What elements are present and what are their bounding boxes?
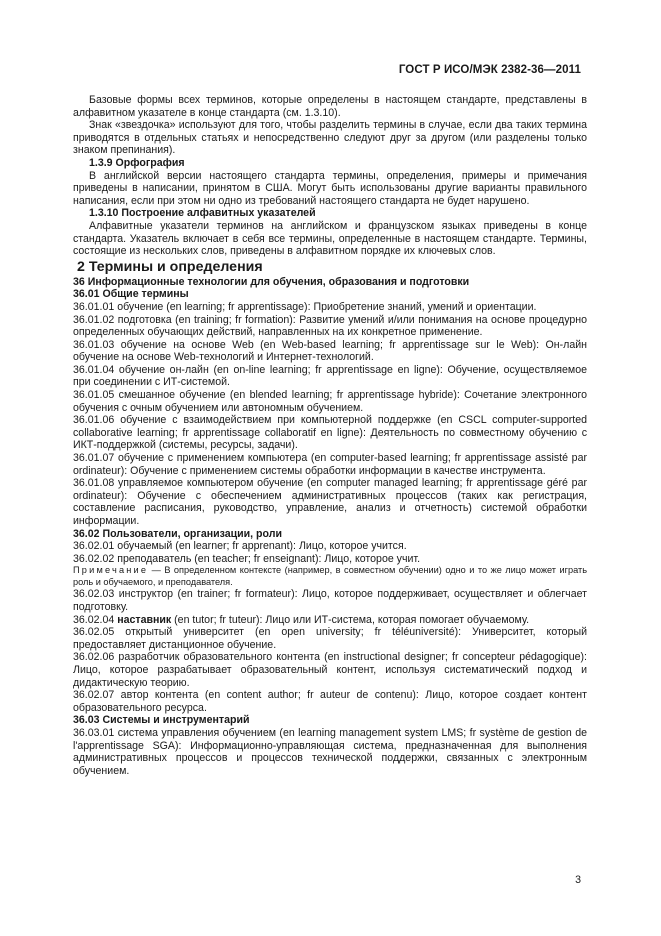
term-entry (73, 614, 587, 627)
term-text: разработчик образовательного контента (en instructional designer; fr concepteur pédagogique): Лицо, которое разрабатывает образовательный контент, используя систематический подход и дидактическую теорию. (73, 651, 587, 689)
page-number: 3 (575, 874, 581, 886)
term-code: 36.02.02 (73, 552, 115, 565)
term-entry (73, 477, 587, 527)
subsection-36-02-heading: 36.02 Пользователи, организации, роли (73, 527, 282, 540)
term-text: система управления обучением (en learning management system LMS; fr système de gestion de l'apprentissage SGA): Информационно-управляющая система, предназначенная для выполнения административных процессов и процессов технической поддержки, связанных с электронным обучением. (73, 726, 588, 777)
document-header: ГОСТ Р ИСО/МЭК 2382-36—2011 (398, 64, 581, 76)
term-list-36-03 (73, 727, 587, 777)
term-code: 36.01.06 (73, 414, 115, 427)
heading-1-3-10: 1.3.10 Построение алфавитных указателей (89, 207, 316, 220)
section-36-heading: 36 Информационные технологии для обучения, образования и подготовки (73, 275, 470, 288)
term-code: 36.01.08 (73, 477, 115, 490)
term-list-36-02-a (73, 540, 587, 565)
term-entry (73, 553, 587, 566)
term-entry (73, 301, 587, 314)
term-code: 36.01.07 (73, 452, 115, 465)
term-code: 36.02.04 (73, 613, 115, 626)
term-entry (73, 314, 587, 339)
term-text: обучение с применением компьютера (en computer-based learning; fr apprentissage assisté par ordinateur): Обучение с применением системы обработки информации в качестве инструмента. (73, 452, 587, 477)
term-code: 36.01.04 (73, 363, 115, 376)
term-entry (73, 651, 587, 689)
note-text: — В определенном контексте (например, в совместном обучении) одно и то же лицо может играть роль и обучаемого, и преподавателя. (73, 565, 587, 587)
term-entry (73, 626, 587, 651)
term-text: инструктор (en trainer; fr formateur): Лицо, которое поддерживает, осуществляет и облегчает подготовку. (73, 588, 587, 613)
term-code: 36.01.03 (73, 338, 115, 351)
heading-1-3-9: 1.3.9 Орфография (89, 156, 185, 169)
term-text: обучение с взаимодействием при компьютерной поддержке (en CSCL computer-supported collaborative learning; fr apprentissage collaboratif en ligne): Деятельность по совместному обучению с ИКТ-поддержкой (системы, ресурсы, задачи). (73, 414, 587, 452)
paragraph-1-3-9: В английской версии настоящего стандарта термины, определения, примеры и примечания приведены в написании, принятом в США. Могут быть использованы другие варианты правильного написания, если при этом ни одно из требований настоящего стандарта не будет нарушено. (73, 169, 587, 207)
term-entry (73, 339, 587, 364)
term-entry (73, 364, 587, 389)
term-text: подготовка (en training; fr formation): Развитие умений и/или понимания на основе процедурно определенных обучающих действий, направленных на их конкретное применение. (73, 313, 588, 339)
term-entry (73, 540, 587, 553)
term-code: 36.02.03 (73, 588, 115, 601)
term-text: (en tutor; fr tuteur): Лицо или ИТ-система, которая помогает обучаемому. (171, 613, 530, 626)
intro-paragraph-2: Знак «звездочка» используют для того, чтобы разделить термины в случае, если два таких термина приводятся в отдельных статьях и непосредственно следуют друг за другом (или разделены только знаком препинания). (73, 119, 587, 157)
term-text: смешанное обучение (en blended learning; fr apprentissage hybride): Сочетание электронного обучения с очным обучением или автономным обучением. (73, 389, 587, 414)
subsection-36-03-heading: 36.03 Системы и инструментарий (73, 714, 250, 727)
term-text: автор контента (en content author; fr auteur de contenu): Лицо, которое создает контент образовательного ресурса. (73, 689, 587, 714)
term-code: 36.03.01 (73, 726, 115, 739)
term-text: обучение он-лайн (en on-line learning; fr apprentissage en ligne): Обучение, осуществляемое при соединении с ИТ-системой. (73, 363, 587, 389)
note (73, 565, 587, 588)
term-code: 36.01.01 (73, 300, 115, 313)
term-entry (73, 389, 587, 414)
term-text: обучение (en learning; fr apprentissage): Приобретение знаний, умений и ориентации. (117, 300, 537, 313)
term-text: преподаватель (en teacher; fr enseignant): Лицо, которое учит. (117, 552, 421, 565)
term-text: обучаемый (en learner; fr apprenant): Лицо, которое учится. (117, 540, 407, 553)
term-code: 36.02.06 (73, 651, 115, 664)
term-bold-word: наставник (117, 613, 172, 626)
term-code: 36.02.01 (73, 540, 115, 553)
term-code: 36.01.05 (73, 389, 115, 402)
subsection-36-01-heading: 36.01 Общие термины (73, 288, 189, 301)
term-list-36-02-c (73, 626, 587, 714)
term-entry (73, 588, 587, 613)
term-entry (73, 727, 587, 777)
term-text: управляемое компьютером обучение (en computer managed learning; fr apprentissage géré par ordinateur): Обучение с обеспечением административных процессов (таких как регистрация, составление расписания, руководство, управление, анализ и отчетность) системой обработки информации. (73, 477, 587, 527)
term-code: 36.01.02 (73, 313, 115, 326)
section-2-heading: 2 Термины и определения (77, 258, 263, 275)
paragraph-1-3-10: Алфавитные указатели терминов на английском и французском языках приведены в конце стандарта. Указатель включает в себя все термины, определенные в настоящем стандарте. Термины, состоящие из нескольких слов, приведены в алфавитном порядке их ключевых слов. (73, 219, 587, 258)
term-code: 36.02.05 (73, 626, 115, 639)
term-entry (73, 452, 587, 477)
note-label: Примечание (73, 565, 149, 576)
term-entry (73, 689, 587, 714)
term-list-36-01 (73, 301, 587, 528)
term-list-36-02-b (73, 588, 587, 613)
term-code: 36.02.07 (73, 689, 115, 702)
term-entry (73, 414, 587, 452)
intro-paragraph-1: Базовые формы всех терминов, которые определены в настоящем стандарте, представлены в алфавитном указателе в конце стандарта (см. 1.3.10). (73, 94, 587, 119)
document-body (73, 94, 587, 777)
term-text: обучение на основе Web (en Web-based learning; fr apprentissage sur le Web): Он-лайн обучение на основе Web-технологий и Интернет-технологий. (73, 338, 588, 364)
term-text: открытый университет (en open university; fr téléuniversité): Университет, который предоставляет дистанционное обучение. (73, 626, 587, 651)
